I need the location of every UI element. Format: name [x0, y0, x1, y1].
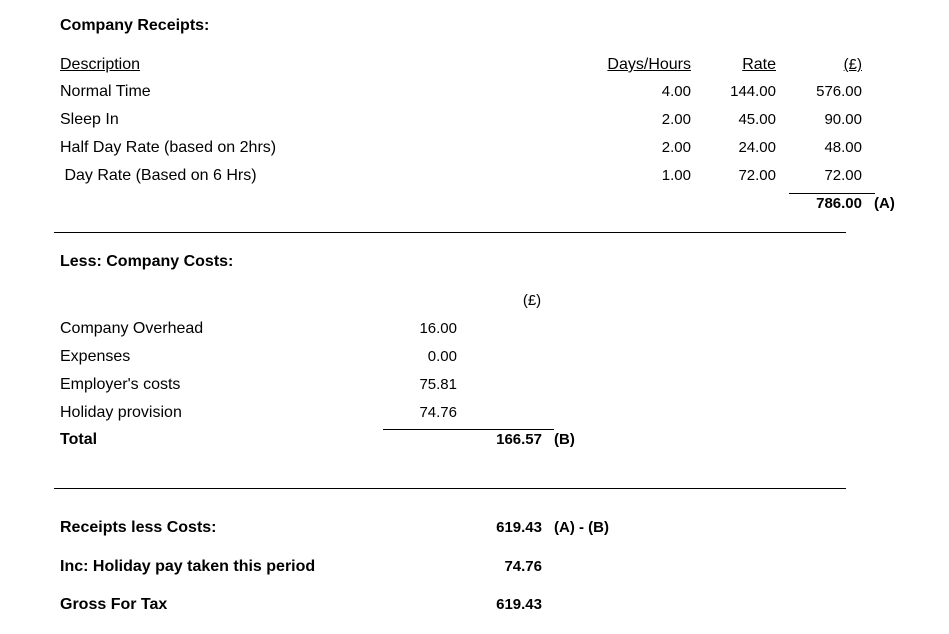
receipt-rate: 45.00: [738, 111, 776, 128]
receipt-amount: 48.00: [824, 139, 862, 156]
cost-label: Holiday provision: [60, 404, 182, 421]
receipt-rate: 24.00: [738, 139, 776, 156]
section-divider: [54, 232, 846, 233]
receipts-less-costs-label: Receipts less Costs:: [60, 519, 217, 536]
section-divider: [54, 488, 846, 489]
receipt-rate: 144.00: [730, 83, 776, 100]
receipt-description: Half Day Rate (based on 2hrs): [60, 139, 277, 156]
receipt-description: Day Rate (Based on 6 Hrs): [60, 167, 257, 184]
receipt-days: 4.00: [661, 83, 691, 100]
holiday-pay-value: 74.76: [504, 558, 542, 575]
cost-value: 16.00: [419, 320, 457, 337]
receipts-less-costs-ref: (A) - (B): [554, 519, 609, 536]
holiday-pay-label: Inc: Holiday pay taken this period: [60, 558, 316, 575]
cost-label: Employer's costs: [60, 376, 181, 393]
header-rate: Rate: [742, 56, 776, 73]
receipt-amount: 90.00: [824, 111, 862, 128]
receipt-days: 2.00: [661, 111, 691, 128]
header-amount: (£): [843, 56, 862, 73]
cost-value: 75.81: [419, 376, 457, 393]
cost-label: Company Overhead: [60, 320, 204, 337]
costs-currency-header: (£): [522, 292, 542, 309]
cost-label: Expenses: [60, 348, 131, 365]
header-description: Description: [60, 56, 141, 73]
cost-value: 74.76: [419, 404, 457, 421]
receipts-title: Company Receipts:: [60, 17, 210, 34]
receipt-amount: 576.00: [816, 83, 862, 100]
receipt-days: 2.00: [661, 139, 691, 156]
receipts-total-ref: (A): [874, 195, 895, 212]
costs-total-label: Total: [60, 431, 98, 448]
receipt-description: Normal Time: [60, 83, 151, 100]
cost-value: 0.00: [427, 348, 457, 365]
receipts-less-costs-value: 619.43: [496, 519, 542, 536]
receipt-rate: 72.00: [738, 167, 776, 184]
costs-total-ref: (B): [554, 431, 575, 448]
gross-for-tax-label: Gross For Tax: [60, 596, 168, 613]
gross-for-tax-value: 619.43: [496, 596, 542, 613]
header-days-hours: Days/Hours: [607, 56, 691, 73]
costs-total: 166.57: [496, 431, 542, 448]
receipt-days: 1.00: [661, 167, 691, 184]
receipt-description: Sleep In: [60, 111, 119, 128]
receipt-amount: 72.00: [824, 167, 862, 184]
receipts-total: 786.00: [816, 195, 862, 212]
costs-title: Less: Company Costs:: [60, 253, 234, 270]
